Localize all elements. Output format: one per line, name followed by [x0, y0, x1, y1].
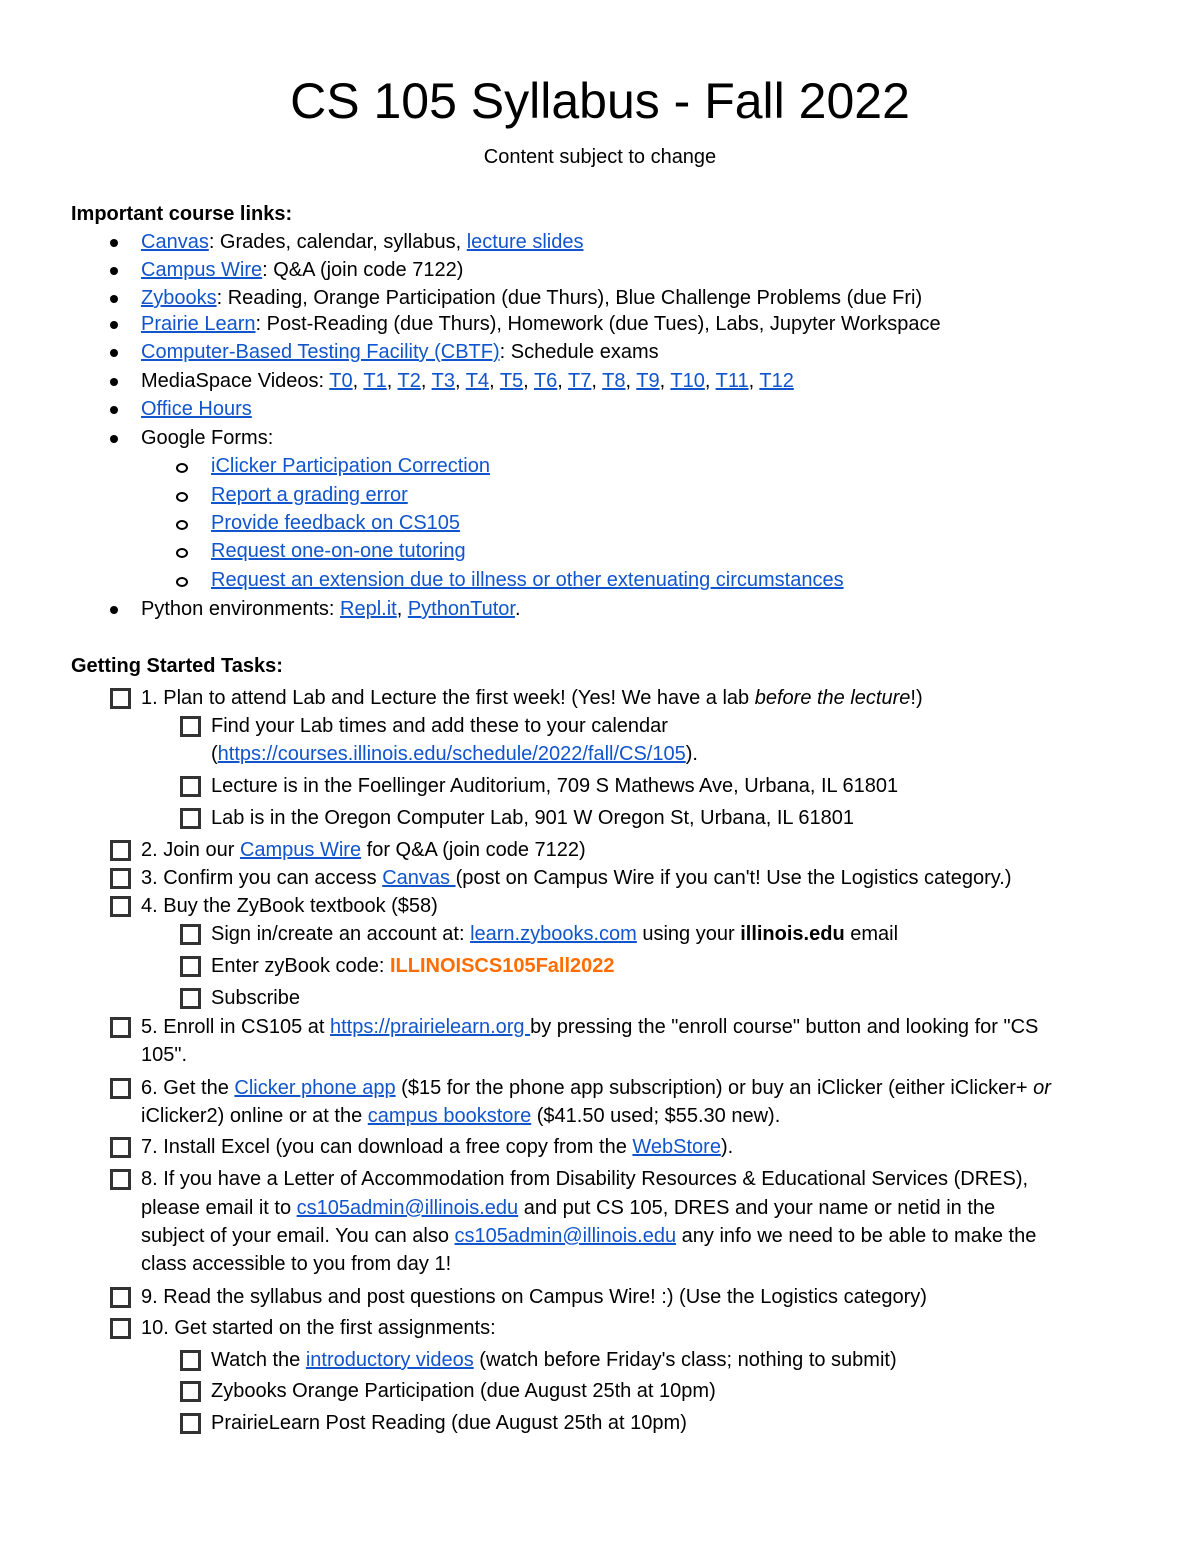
separator: ,: [420, 370, 432, 392]
list-item-zybooks: Zybooks: Reading, Orange Participation (due Thurs), Blue Challenge Problems (due Fri): [141, 287, 923, 309]
checkbox[interactable]: [180, 988, 201, 1009]
lecture-slides-link[interactable]: lecture slides: [466, 231, 584, 253]
video-link-t5[interactable]: T5: [499, 370, 524, 392]
checkbox[interactable]: [180, 716, 201, 737]
separator: ,: [352, 370, 364, 392]
checkbox[interactable]: [110, 896, 131, 917]
checkbox[interactable]: [110, 868, 131, 889]
task-8: 8. If you have a Letter of Accommodation from Disability Resources & Educational Services (DRES),: [141, 1168, 1029, 1190]
campuswire-link[interactable]: Campus Wire: [239, 839, 362, 861]
list-item-campuswire: Campus Wire: Q&A (join code 7122): [141, 259, 464, 281]
circle-bullet-icon: [176, 577, 188, 587]
task-4c: Subscribe: [211, 987, 300, 1009]
checkbox[interactable]: [180, 924, 201, 945]
separator: ,: [625, 370, 637, 392]
pythontutor-link[interactable]: PythonTutor: [407, 598, 515, 620]
admin-email-link[interactable]: cs105admin@illinois.edu: [454, 1225, 677, 1247]
task-4: 4. Buy the ZyBook textbook ($58): [141, 895, 438, 917]
circle-bullet-icon: [176, 520, 188, 530]
separator: ,: [659, 370, 671, 392]
bullet-icon: [110, 321, 118, 329]
task-10a: Watch the introductory videos (watch before Friday's class; nothing to submit): [211, 1349, 897, 1371]
video-link-t12[interactable]: T12: [759, 370, 794, 392]
canvas-link[interactable]: Canvas: [141, 231, 209, 253]
task-1a-link-line: (https://courses.illinois.edu/schedule/2022/fall/CS/105).: [211, 743, 698, 765]
iclicker-correction-link[interactable]: iClicker Participation Correction: [211, 455, 490, 477]
separator: ,: [489, 370, 500, 392]
checkbox[interactable]: [110, 688, 131, 709]
task-4b: Enter zyBook code: ILLINOISCS105Fall2022: [211, 955, 615, 977]
checkbox[interactable]: [110, 1017, 131, 1038]
bullet-icon: [110, 378, 118, 386]
video-link-t9[interactable]: T9: [636, 370, 660, 392]
canvas-link[interactable]: Canvas: [382, 867, 456, 889]
checkbox[interactable]: [110, 1137, 131, 1158]
feedback-link[interactable]: Provide feedback on CS105: [211, 512, 461, 534]
form-link-item: [211, 452, 490, 480]
video-link-t4[interactable]: T4: [465, 370, 490, 392]
bullet-icon: [110, 349, 118, 357]
form-link-item: [211, 481, 408, 509]
checkbox[interactable]: [110, 1078, 131, 1099]
video-link-t8[interactable]: T8: [602, 370, 626, 392]
list-item-canvas: Canvas: Grades, calendar, syllabus, lecture slides: [141, 231, 584, 253]
checkbox[interactable]: [180, 956, 201, 977]
task-9: 9. Read the syllabus and post questions on Campus Wire! :) (Use the Logistics category): [141, 1286, 927, 1308]
task-10c: PrairieLearn Post Reading (due August 25th at 10pm): [211, 1412, 687, 1434]
task-1b: Lecture is in the Foellinger Auditorium, 709 S Mathews Ave, Urbana, IL 61801: [211, 775, 899, 797]
checkbox[interactable]: [180, 1350, 201, 1371]
page-subtitle: Content subject to change: [483, 146, 717, 168]
page-title: CS 105 Syllabus - Fall 2022: [290, 73, 910, 129]
checkbox[interactable]: [180, 808, 201, 829]
task-2: 2. Join our Campus Wire for Q&A (join code 7122): [141, 839, 586, 861]
task-8-line4: class accessible to you from day 1!: [141, 1253, 452, 1275]
prairielearn-site-link[interactable]: https://prairielearn.org: [330, 1016, 531, 1038]
separator: ,: [591, 370, 603, 392]
bullet-icon: [110, 295, 118, 303]
task-6: 6. Get the Clicker phone app ($15 for the phone app subscription) or buy an iClicker (either iClicker+ or: [141, 1077, 1051, 1099]
task-8-line3: subject of your email. You can also cs105admin@illinois.edu any info we need to be able to make the: [141, 1225, 1037, 1247]
video-link-t3[interactable]: T3: [431, 370, 455, 392]
zybooks-site-link[interactable]: learn.zybooks.com: [470, 923, 637, 945]
task-1c: Lab is in the Oregon Computer Lab, 901 W Oregon St, Urbana, IL 61801: [211, 807, 854, 829]
checkbox[interactable]: [110, 840, 131, 861]
video-link-t11[interactable]: T11: [715, 370, 749, 392]
video-link-t0[interactable]: T0: [329, 370, 353, 392]
checkbox[interactable]: [180, 776, 201, 797]
list-item-google-forms: Google Forms:: [141, 427, 274, 449]
video-link-t7[interactable]: T7: [568, 370, 592, 392]
clicker-app-link[interactable]: Clicker phone app: [234, 1077, 396, 1099]
form-link-item: [211, 537, 466, 565]
checkbox[interactable]: [110, 1287, 131, 1308]
separator: ,: [704, 370, 716, 392]
tasks-heading: Getting Started Tasks:: [71, 655, 283, 677]
circle-bullet-icon: [176, 548, 188, 558]
intro-videos-link[interactable]: introductory videos: [305, 1349, 474, 1371]
task-1: 1. Plan to attend Lab and Lecture the first week! (Yes! We have a lab before the lecture!): [141, 687, 923, 709]
admin-email-link[interactable]: cs105admin@illinois.edu: [296, 1197, 519, 1219]
zybook-code: ILLINOISCS105Fall2022: [389, 955, 615, 977]
tutoring-link[interactable]: Request one-on-one tutoring: [211, 540, 466, 562]
extension-link[interactable]: Request an extension due to illness or other extenuating circumstances: [211, 569, 844, 591]
separator: ,: [557, 370, 569, 392]
form-link-item: [211, 509, 460, 537]
grading-error-link[interactable]: Report a grading error: [211, 484, 408, 506]
separator: ,: [386, 370, 398, 392]
campuswire-link[interactable]: Campus Wire: [141, 259, 263, 281]
prairielearn-link[interactable]: Prairie Learn: [141, 313, 256, 335]
checkbox[interactable]: [180, 1381, 201, 1402]
task-10b: Zybooks Orange Participation (due August 25th at 10pm): [211, 1380, 716, 1402]
links-heading: Important course links:: [71, 203, 293, 225]
cbtf-link[interactable]: Computer-Based Testing Facility (CBTF): [141, 341, 500, 363]
course-schedule-link[interactable]: https://courses.illinois.edu/schedule/2022/fall/CS/105: [217, 743, 686, 765]
bookstore-link[interactable]: campus bookstore: [367, 1105, 532, 1127]
list-item-office-hours: [141, 395, 252, 423]
task-8-line2: please email it to cs105admin@illinois.edu and put CS 105, DRES and your name or netid in the: [141, 1197, 996, 1219]
task-3: 3. Confirm you can access Canvas (post on Campus Wire if you can't! Use the Logistics category.): [141, 867, 1012, 889]
task-6-cont: iClicker2) online or at the campus bookstore ($41.50 used; $55.30 new).: [141, 1105, 781, 1127]
video-links: [329, 370, 794, 392]
zybooks-link[interactable]: Zybooks: [141, 287, 217, 309]
task-4a: Sign in/create an account at: learn.zybooks.com using your illinois.edu email: [211, 923, 899, 945]
office-hours-link[interactable]: Office Hours: [141, 398, 252, 420]
task-5: 5. Enroll in CS105 at https://prairielearn.org by pressing the "enroll course" button and looking for "CS: [141, 1016, 1039, 1038]
separator: ,: [523, 370, 534, 392]
webstore-link[interactable]: WebStore: [632, 1136, 721, 1158]
task-7: 7. Install Excel (you can download a free copy from the WebStore).: [141, 1136, 734, 1158]
list-item-python: Python environments: Repl.it, PythonTutor.: [141, 598, 521, 620]
bullet-icon: [110, 435, 118, 443]
task-1a: Find your Lab times and add these to your calendar: [211, 715, 668, 737]
list-item-cbtf: Computer-Based Testing Facility (CBTF): Schedule exams: [141, 341, 659, 363]
bullet-icon: [110, 406, 118, 414]
video-link-t1[interactable]: T1: [363, 370, 387, 392]
bullet-icon: [110, 267, 118, 275]
separator: ,: [748, 370, 760, 392]
video-link-t6[interactable]: T6: [533, 370, 558, 392]
separator: ,: [454, 370, 466, 392]
bullet-icon: [110, 239, 118, 247]
circle-bullet-icon: [176, 492, 188, 502]
checkbox[interactable]: [180, 1413, 201, 1434]
video-link-t2[interactable]: T2: [397, 370, 421, 392]
replit-link[interactable]: Repl.it: [340, 598, 397, 620]
form-link-item: [211, 566, 844, 594]
circle-bullet-icon: [176, 463, 188, 473]
task-10: 10. Get started on the first assignments:: [141, 1317, 496, 1339]
bullet-icon: [110, 606, 118, 614]
checkbox[interactable]: [110, 1318, 131, 1339]
video-link-t10[interactable]: T10: [670, 370, 705, 392]
list-item-prairielearn: Prairie Learn: Post-Reading (due Thurs), Homework (due Tues), Labs, Jupyter Workspace: [141, 313, 941, 335]
task-5-cont: 105".: [141, 1044, 188, 1066]
checkbox[interactable]: [110, 1169, 131, 1190]
list-item-mediaspace: MediaSpace Videos: T0, T1, T2, T3, T4, T5, T6, T7, T8, T9, T10, T11, T12: [141, 370, 794, 392]
